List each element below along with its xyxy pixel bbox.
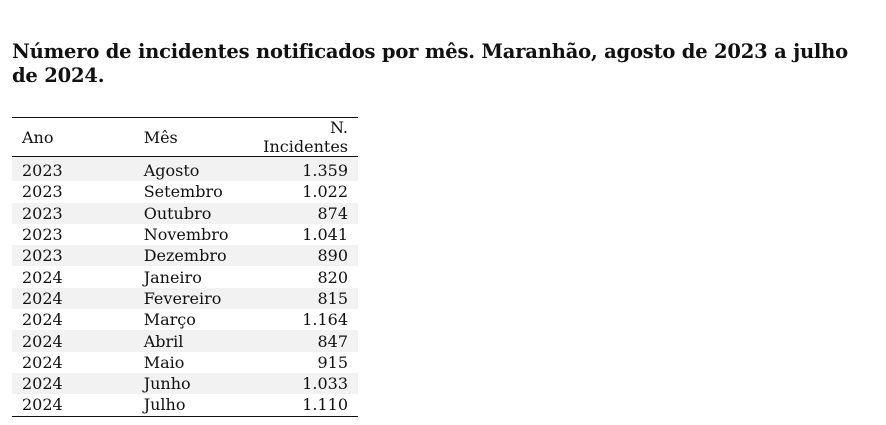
table-row bbox=[12, 352, 358, 373]
cell-ano: 2024 bbox=[22, 288, 63, 308]
table-row bbox=[12, 245, 358, 266]
cell-ano: 2024 bbox=[22, 395, 63, 415]
cell-incidentes: 847 bbox=[317, 331, 348, 351]
table-row bbox=[12, 288, 358, 309]
cell-ano: 2023 bbox=[22, 225, 63, 245]
table-row bbox=[12, 224, 358, 245]
cell-incidentes: 1.022 bbox=[302, 182, 348, 202]
table-row bbox=[12, 373, 358, 394]
cell-incidentes: 915 bbox=[317, 352, 348, 372]
cell-incidentes: 1.164 bbox=[302, 310, 348, 330]
cell-mes: Novembro bbox=[143, 225, 229, 245]
cell-incidentes: 1.110 bbox=[302, 395, 348, 415]
cell-incidentes: 890 bbox=[317, 246, 348, 266]
cell-ano: 2023 bbox=[22, 161, 63, 181]
table-body bbox=[12, 157, 358, 417]
cell-mes: Setembro bbox=[143, 182, 223, 202]
table-row bbox=[12, 330, 358, 351]
cell-mes: Março bbox=[143, 310, 196, 330]
cell-ano: 2023 bbox=[22, 203, 63, 223]
cell-incidentes: 874 bbox=[317, 203, 348, 223]
cell-ano: 2023 bbox=[22, 182, 63, 202]
cell-mes: Dezembro bbox=[143, 246, 227, 266]
cell-mes: Outubro bbox=[143, 203, 212, 223]
header-incidentes: N. Incidentes bbox=[263, 118, 348, 156]
cell-incidentes: 1.033 bbox=[302, 374, 348, 394]
cell-ano: 2024 bbox=[22, 374, 63, 394]
table-title: Número de incidentes notificados por mês. Maranhão, agosto de 2023 a julho de 2024. bbox=[12, 40, 848, 87]
cell-incidentes: 820 bbox=[317, 267, 348, 287]
incidents-table bbox=[12, 117, 358, 417]
cell-ano: 2024 bbox=[22, 352, 63, 372]
header-ano: Ano bbox=[22, 127, 54, 147]
cell-incidentes: 1.359 bbox=[302, 161, 348, 181]
cell-incidentes: 1.041 bbox=[302, 225, 348, 245]
cell-ano: 2023 bbox=[22, 246, 63, 266]
cell-mes: Maio bbox=[143, 352, 185, 372]
table-row bbox=[12, 309, 358, 330]
header-row bbox=[12, 118, 358, 157]
cell-mes: Abril bbox=[143, 331, 184, 351]
cell-ano: 2024 bbox=[22, 267, 63, 287]
cell-incidentes: 815 bbox=[317, 288, 348, 308]
cell-ano: 2024 bbox=[22, 310, 63, 330]
table-row bbox=[12, 394, 358, 416]
table-row bbox=[12, 266, 358, 287]
cell-mes: Janeiro bbox=[143, 267, 202, 287]
cell-mes: Julho bbox=[143, 395, 186, 415]
cell-ano: 2024 bbox=[22, 331, 63, 351]
cell-mes: Junho bbox=[143, 374, 191, 394]
header-mes: Mês bbox=[143, 127, 178, 147]
table-row bbox=[12, 157, 358, 182]
cell-mes: Agosto bbox=[143, 161, 200, 181]
table-header bbox=[12, 118, 358, 157]
cell-mes: Fevereiro bbox=[143, 288, 222, 308]
table-row bbox=[12, 181, 358, 202]
table-row bbox=[12, 203, 358, 224]
